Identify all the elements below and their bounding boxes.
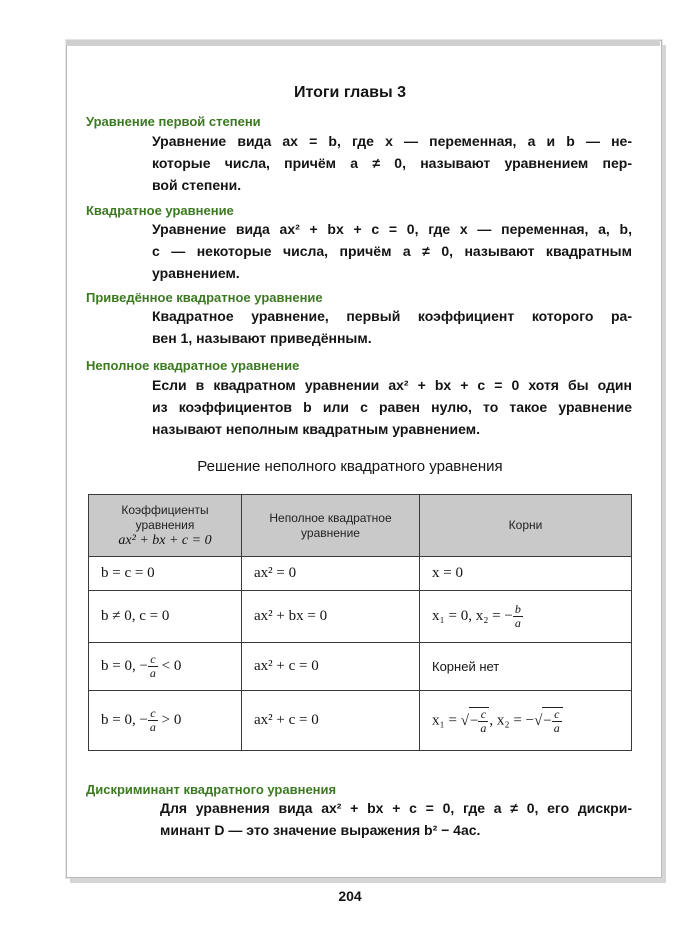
table-row xyxy=(89,591,632,643)
fraction-denominator: a xyxy=(149,720,156,734)
cell-coef: b = c = 0 xyxy=(89,557,242,591)
cell-roots: Корней нет xyxy=(420,643,632,691)
table-row xyxy=(89,691,632,751)
heading-incomplete: Неполное квадратное уравнение xyxy=(86,358,300,373)
fraction-numerator: b xyxy=(514,602,521,616)
fraction xyxy=(148,707,158,734)
text-quadratic xyxy=(152,218,632,284)
cell-coef xyxy=(89,691,242,751)
text-line: Уравнение вида ax = b, где x — переменная, a и b — не- xyxy=(152,133,632,149)
root1-label: x₁ = xyxy=(432,711,461,728)
header-col1-line2: уравнения xyxy=(135,518,195,532)
header-col1-line1: Коэффициенты xyxy=(121,503,209,517)
header-coefficients xyxy=(89,495,242,557)
cell-equation: ax² = 0 xyxy=(242,557,420,591)
text-line: c — некоторые числа, причём a ≠ 0, называют квадратным xyxy=(152,243,632,259)
fraction-denominator: a xyxy=(514,616,521,630)
radicand: − $\frac{c}{a}$ xyxy=(469,707,489,735)
sqrt-root2: √− $\frac{c}{a}$ xyxy=(534,707,563,735)
cell-equation: ax² + c = 0 xyxy=(242,643,420,691)
fraction xyxy=(148,653,158,680)
fraction-numerator: c xyxy=(148,653,158,667)
text-incomplete xyxy=(152,374,632,440)
text-line: которые числа, причём a ≠ 0, называют уравнением пер- xyxy=(152,155,632,171)
heading-first-degree: Уравнение первой степени xyxy=(86,114,261,129)
solutions-table xyxy=(88,494,632,751)
page-card-top-edge xyxy=(66,40,660,46)
coef-inequality: < 0 xyxy=(157,657,182,674)
cell-roots xyxy=(420,591,632,643)
text-line: минант D — это значение выражения b² − 4ac. xyxy=(160,822,481,838)
table-row xyxy=(89,643,632,691)
cell-coef: b ≠ 0, c = 0 xyxy=(89,591,242,643)
page-number: 204 xyxy=(338,888,362,904)
header-col1-formula: ax² + bx + c = 0 xyxy=(118,533,212,548)
text-line: Если в квадратном уравнении ax² + bx + c = 0 хотя бы один xyxy=(152,377,632,393)
text-first-degree xyxy=(152,130,632,196)
heading-reduced: Приведённое квадратное уравнение xyxy=(86,290,323,305)
page-title: Итоги главы 3 xyxy=(293,84,406,101)
table-row xyxy=(89,557,632,591)
text-line: Уравнение вида ax² + bx + c = 0, где x — переменная, a, b, xyxy=(152,221,632,237)
header-roots: Корни xyxy=(420,495,632,557)
fraction-denominator: a xyxy=(149,666,156,680)
heading-quadratic: Квадратное уравнение xyxy=(86,203,234,218)
cell-roots xyxy=(420,691,632,751)
fraction-denominator: a xyxy=(480,720,487,735)
text-reduced xyxy=(152,305,632,349)
text-line: из коэффициентов b или c равен нулю, то такое уравнение xyxy=(152,399,632,415)
cell-coef xyxy=(89,643,242,691)
text-line: называют неполным квадратным уравнением. xyxy=(152,421,480,437)
sqrt-root1: √− $\frac{c}{a}$ xyxy=(461,707,490,735)
fraction-denominator: a xyxy=(553,720,560,735)
fraction xyxy=(552,708,562,735)
coef-text: b = 0, − xyxy=(101,711,148,728)
cell-equation: ax² + c = 0 xyxy=(242,691,420,751)
fraction-numerator: c xyxy=(552,708,562,722)
text-line: уравнением. xyxy=(152,265,240,281)
fraction xyxy=(513,603,523,630)
text-line: вен 1, называют приведённым. xyxy=(152,330,372,346)
heading-discriminant: Дискриминант квадратного уравнения xyxy=(86,782,337,797)
coef-text: b = 0, − xyxy=(101,657,148,674)
fraction-numerator: c xyxy=(148,707,158,721)
header-equation: Неполное квадратное уравнение xyxy=(242,495,420,557)
radicand: − $\frac{c}{a}$ xyxy=(542,707,562,735)
roots-text: x₁ = 0, x₂ = − xyxy=(432,607,513,624)
text-discriminant xyxy=(160,797,632,841)
fraction xyxy=(478,708,488,735)
fraction-numerator: c xyxy=(478,708,488,722)
coef-inequality: > 0 xyxy=(157,711,182,728)
cell-equation: ax² + bx = 0 xyxy=(242,591,420,643)
text-line: Для уравнения вида ax² + bx + c = 0, где a ≠ 0, его дискри- xyxy=(160,800,632,816)
root2-label: , x₂ = − xyxy=(489,711,535,728)
table-caption: Решение неполного квадратного уравнения xyxy=(197,458,503,475)
cell-roots: x = 0 xyxy=(420,557,632,591)
table-header-row xyxy=(89,495,632,557)
text-line: вой степени. xyxy=(152,177,242,193)
text-line: Квадратное уравнение, первый коэффициент которого ра- xyxy=(152,308,632,324)
